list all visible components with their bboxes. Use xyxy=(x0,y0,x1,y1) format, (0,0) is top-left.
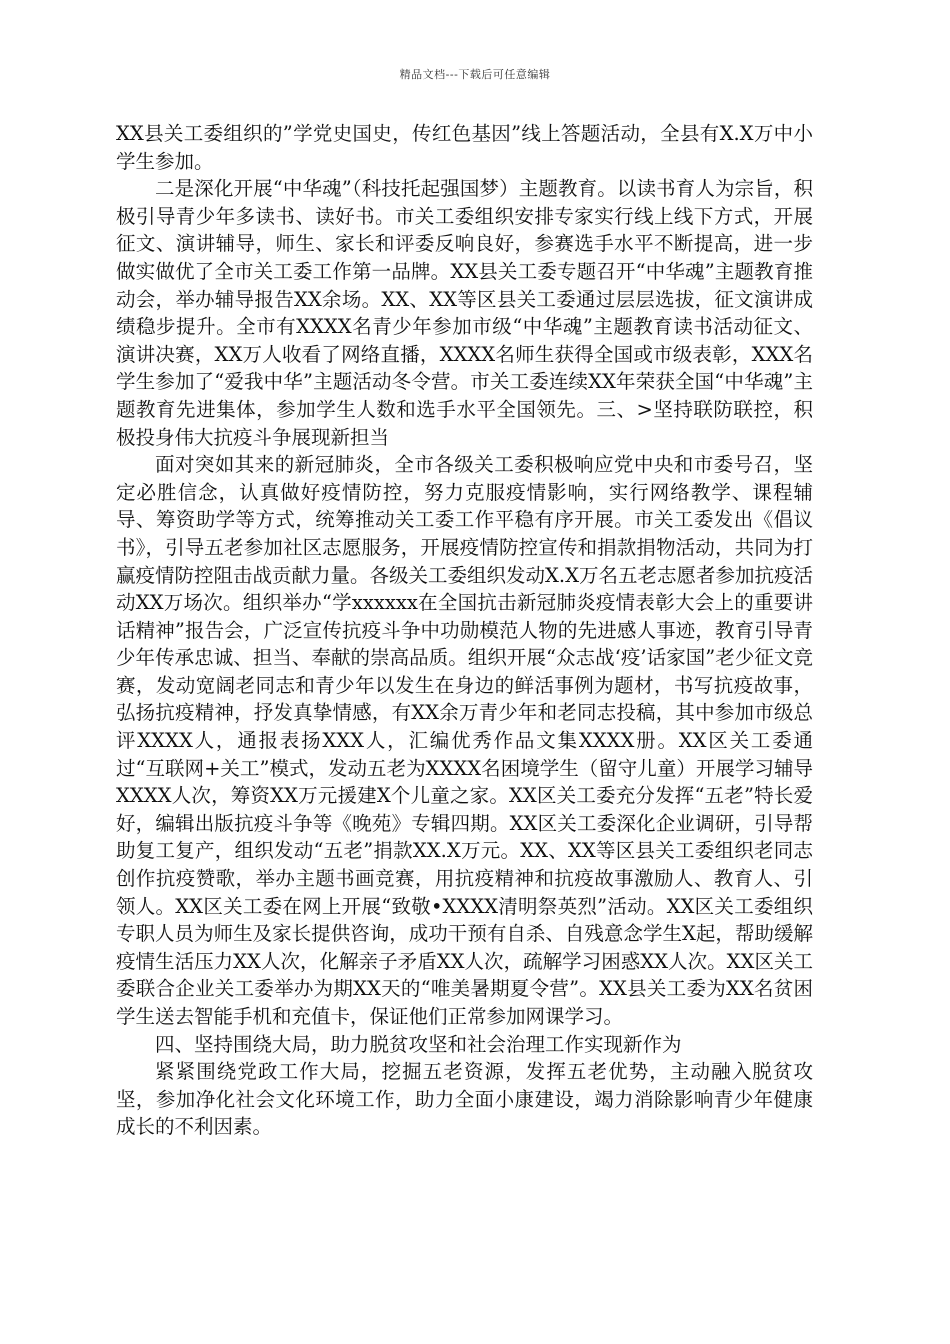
section-heading-four: 四、坚持围绕大局，助力脱贫攻坚和社会治理工作实现新作为 xyxy=(155,1032,682,1056)
paragraph-continuation: XX县关工委组织的”学党史国史，传红色基因”线上答题活动，全县有X.X万中小学生参加。 xyxy=(116,122,813,173)
document-body xyxy=(116,120,813,1141)
page-header: 精品文档---下载后可任意编辑 xyxy=(399,68,551,81)
paragraph-poverty-alleviation: 紧紧围绕党政工作大局，挖掘五老资源，发挥五老优势，主动融入脱贫攻坚，参加净化社会文化环境工作，助力全面小康建设，竭力消除影响青少年健康成长的不利因素。 xyxy=(116,1060,813,1139)
paragraph-epidemic-response: 面对突如其来的新冠肺炎，全市各级关工委积极响应党中央和市委号召，坚定必胜信念，认真做好疫情防控，努力克服疫情影响，实行网络教学、课程辅导、筹资助学等方式，统筹推动关工委工作平稳有序开展。市关工委发出《倡议书》，引导五老参加社区志愿服务，开展疫情防控宣传和捐款捐物活动，共同为打赢疫情防控阻击战贡献力量。各级关工委组织发动X.X万名五老志愿者参加抗疫活动XX万场次。组织举办“学xxxxxx在全国抗击新冠肺炎疫情表彰大会上的重要讲话精神”报告会，广泛宣传抗疫斗争中功勋模范人物的先进感人事迹，教育引导青少年传承忠诚、担当、奉献的崇高品质。组织开展“众志战‘疫’话家国”老少征文竞赛，发动宽阔老同志和青少年以发生在身边的鲜活事例为题材，书写抗疫故事，弘扬抗疫精神，抒发真挚情感，有XX余万青少年和老同志投稿，其中参加市级总评XXXX人，通报表扬XXX人，汇编优秀作品文集XXXX册。XX区关工委通过“互联网+关工”模式，发动五老为XXXX名困境学生（留守儿童）开展学习辅导XXXX人次，筹资XX万元援建X个儿童之家。XX区关工委充分发挥“五老”特长爱好，编辑出版抗疫斗争等《晚苑》专辑四期。XX区关工委深化企业调研，引导帮助复工复产，组织发动“五老”捐款XX.X万元。XX、XX等区县关工委组织老同志创作抗疫赞歌，举办主题书画竞赛，用抗疫精神和抗疫故事激励人、教育人、引领人。XX区关工委在网上开展“致敬•XXXX清明祭英烈”活动。XX区关工委组织专职人员为师生及家长提供咨询，成功干预有自杀、自残意念学生X起，帮助缓解疫情生活压力XX人次，化解亲子矛盾XX人次，疏解学习困惑XX人次。XX区关工委联合企业关工委举办为期XX天的“唯美暑期夏令营”。XX县关工委为XX名贫困学生送去智能手机和充值卡，保证他们正常参加网课学习。 xyxy=(116,453,813,1028)
paragraph-zhonghuahun-education: 二是深化开展“中华魂”（科技托起强国梦）主题教育。以读书育人为宗旨，积极引导青少年多读书、读好书。市关工委组织安排专家实行线上线下方式，开展征文、演讲辅导，师生、家长和评委反响良好，参赛选手水平不断提高，进一步做实做优了全市关工委工作第一品牌。XX县关工委专题召开“中华魂”主题教育推动会，举办辅导报告XX余场。XX、XX等区县关工委通过层层选拔，征文演讲成绩稳步提升。全市有XXXX名青少年参加市级“中华魂”主题教育读书活动征文、演讲决赛，XX万人收看了网络直播，XXXX名师生获得全国或市级表彰，XXX名学生参加了“爱我中华”主题活动冬令营。市关工委连续XX年荣获全国“中华魂”主题教育先进集体，参加学生人数和选手水平全国领先。三、>坚持联防联控，积极投身伟大抗疫斗争展现新担当 xyxy=(116,177,814,449)
